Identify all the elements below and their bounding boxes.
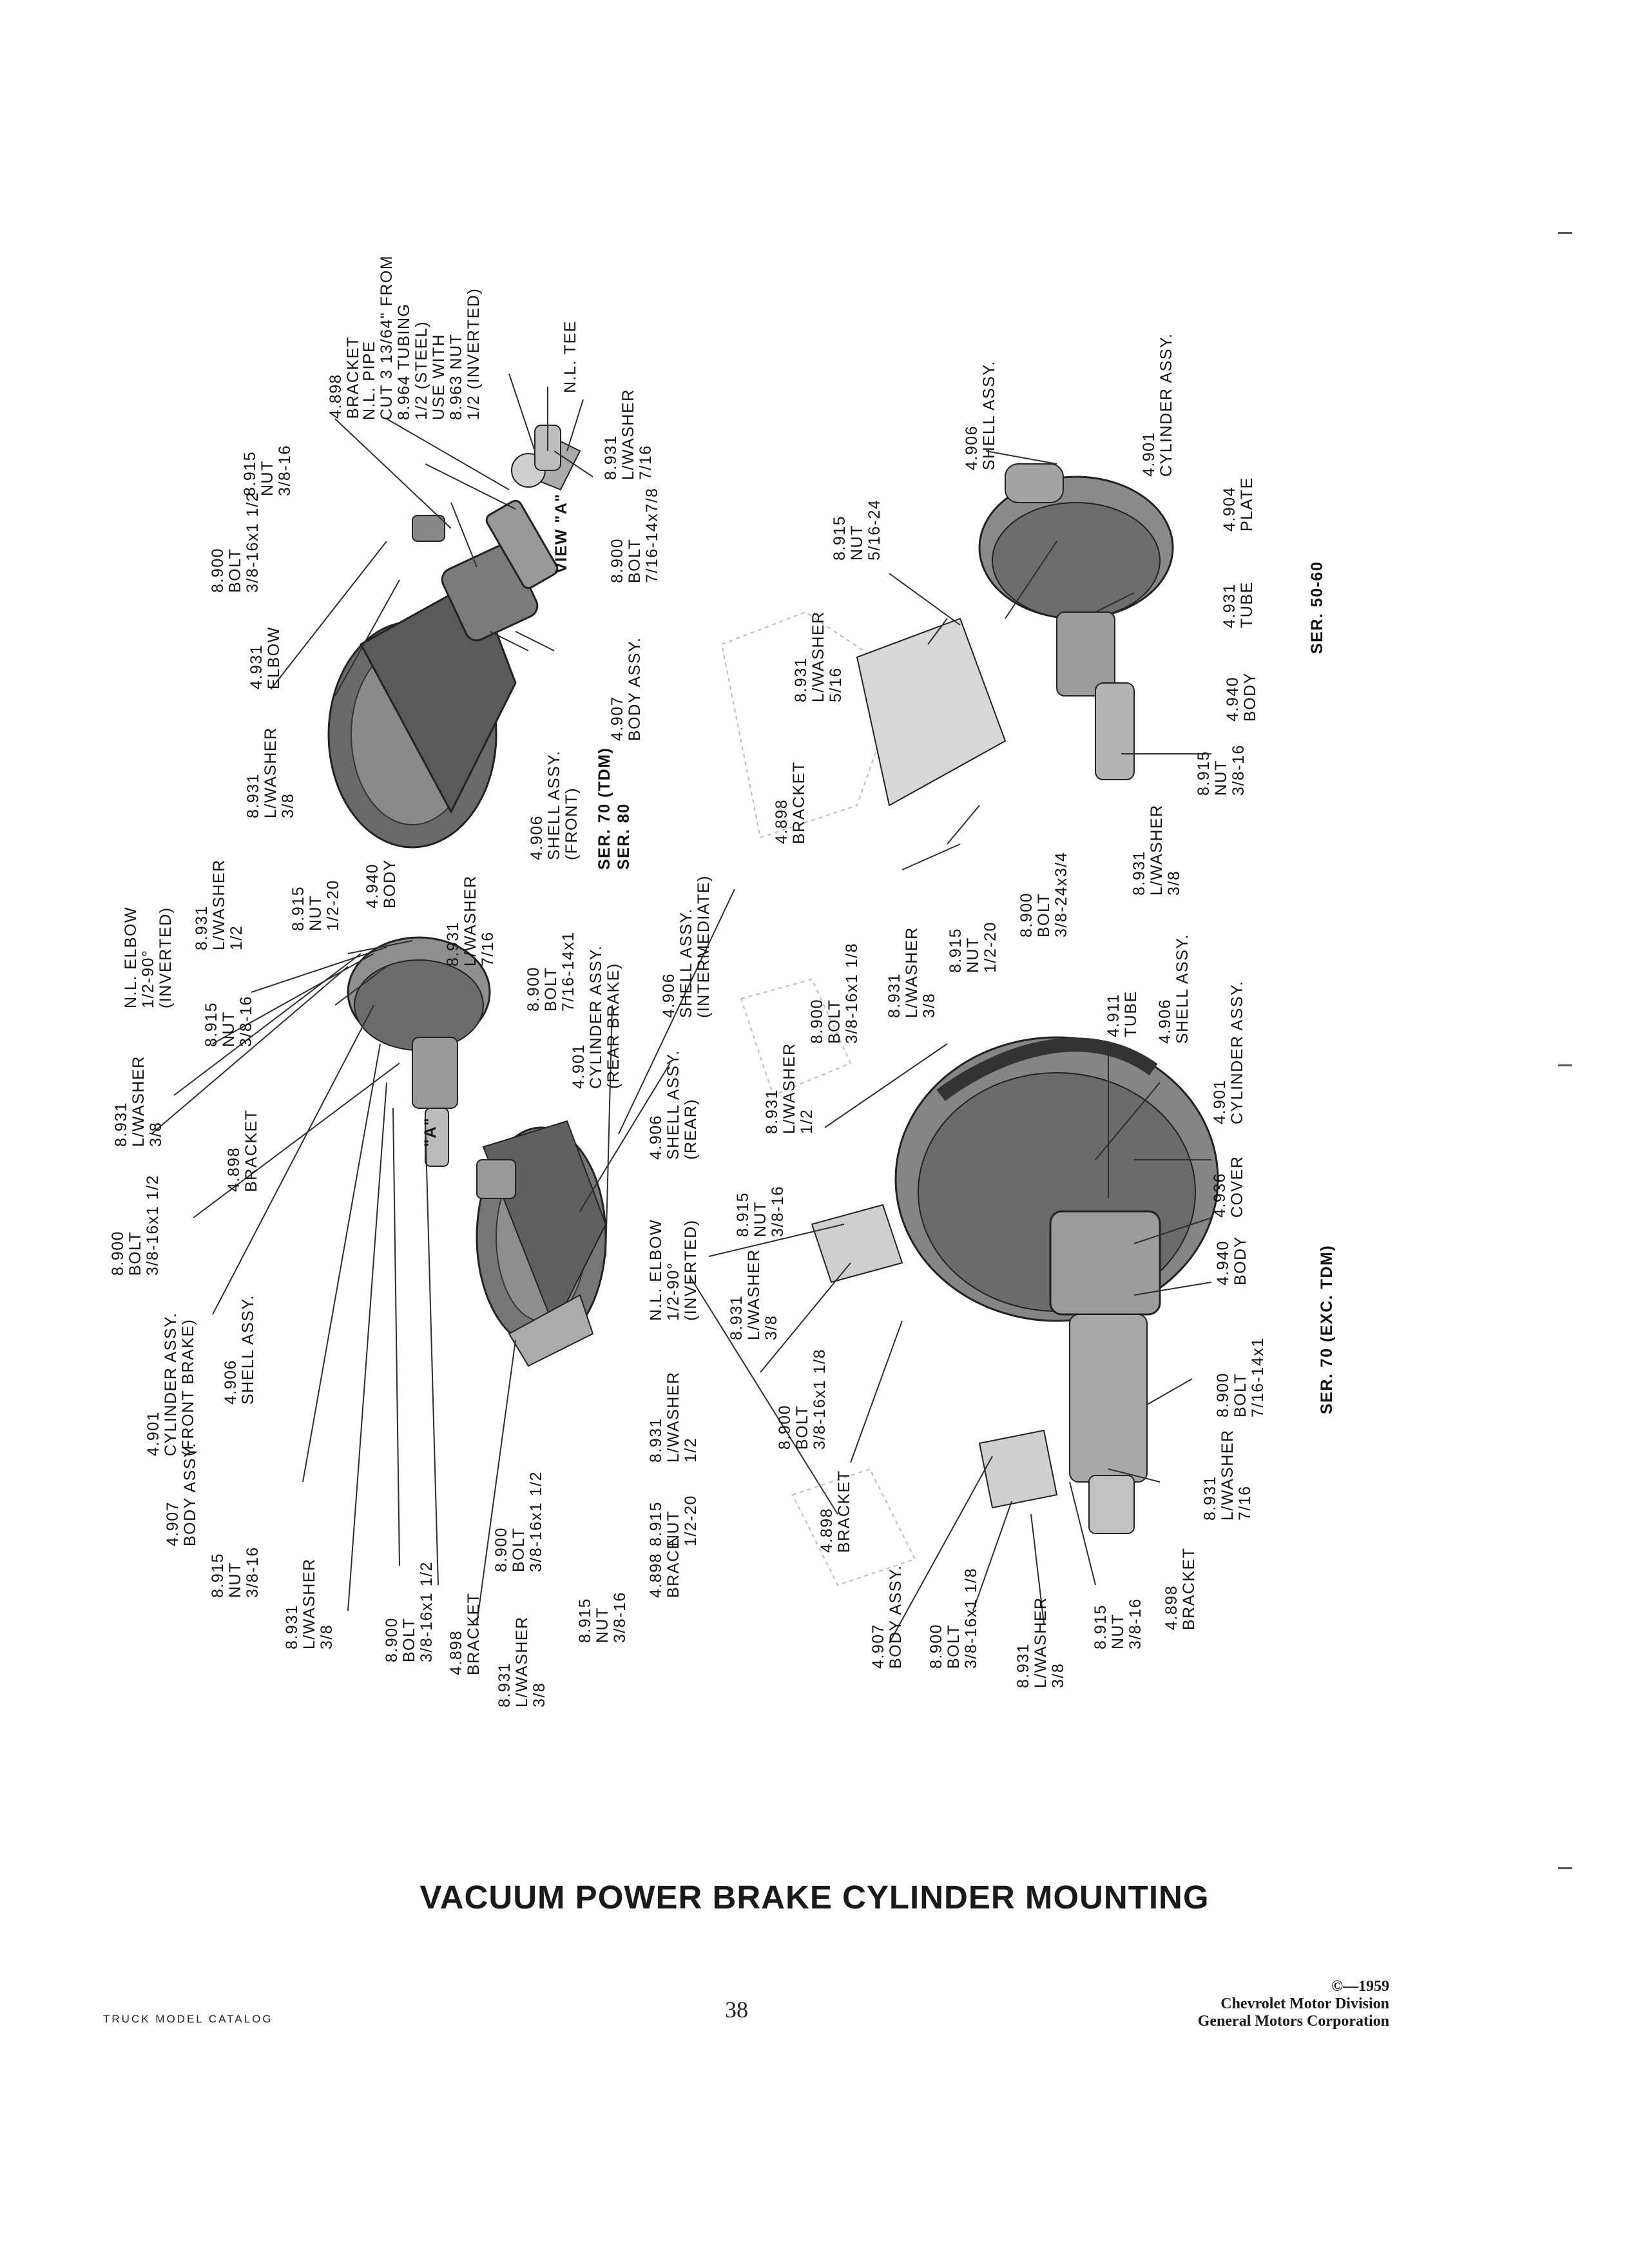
callout-line: 4.906 (647, 1114, 665, 1160)
callout-line: 1/2-90° (139, 949, 157, 1008)
callout-line: (REAR BRAKE) (604, 963, 622, 1089)
callout-line: 3/8-16 (1126, 1598, 1144, 1649)
callout-a2 (361, 255, 483, 420)
callout-line: 8.931 (647, 1417, 665, 1463)
callout-line: L/WASHER (300, 1558, 318, 1649)
callout-line: BRACKET (1180, 1547, 1198, 1630)
callout-line: ELBOW (265, 626, 283, 689)
callout-b22 (577, 1591, 629, 1643)
callout-line: 3/8 (920, 992, 938, 1018)
callout-d11 (928, 1568, 980, 1669)
callout-line: 1/2 (682, 1437, 700, 1463)
callout-d7 (1202, 1429, 1254, 1521)
callout-line: BRACE (664, 1537, 682, 1598)
callout-line: 5/16-24 (865, 499, 883, 561)
callout-line: BRACKET (790, 761, 808, 844)
callout-b9 (226, 1109, 260, 1192)
copyright-corporation: General Motors Corporation (1197, 2013, 1389, 2030)
callout-line: BOLT (510, 1527, 528, 1572)
callout-line: L/WASHER (262, 727, 280, 818)
callout-line: 1/2-20 (324, 879, 342, 931)
callout-line: 4.907 (869, 1623, 887, 1669)
callout-line: NUT (664, 1510, 682, 1546)
page-number: 38 (725, 1997, 748, 2023)
callout-d2 (1157, 934, 1191, 1044)
callout-line: 8.915 (1092, 1604, 1110, 1649)
callout-line: 3/8-16x1 1/2 (244, 492, 262, 593)
callout-line: BOLT (1035, 892, 1053, 937)
callout-line: 3/8-24x3/4 (1052, 851, 1070, 937)
callout-line: 3/8-16x1 1/2 (144, 1175, 162, 1276)
callout-line: L/WASHER (210, 859, 228, 950)
copyright-block (1198, 1978, 1389, 2030)
callout-line: 4.898 (647, 1552, 665, 1598)
callout-line: 8.931 (112, 1101, 130, 1147)
callout-line: N.L. ELBOW (647, 1218, 665, 1321)
callout-line: L/WASHER (745, 1249, 763, 1340)
callout-line: TUBE (1122, 990, 1140, 1037)
callout-line: (FRONT BRAKE) (179, 1318, 197, 1456)
callout-line: 3/8 (1049, 1662, 1067, 1688)
callout-c8 (1224, 672, 1259, 722)
callout-b4 (364, 859, 399, 908)
callout-b5 (445, 875, 497, 966)
callout-line: NUT (593, 1607, 612, 1643)
series-label-text: SER. 50-60 (1308, 561, 1326, 654)
callout-b3 (290, 879, 342, 931)
callout-line: L/WASHER (903, 927, 921, 1018)
callout-line: BOLT (542, 966, 560, 1012)
callout-line: 4.901 (1211, 1079, 1229, 1124)
callout-line: 4.936 (1211, 1172, 1229, 1218)
callout-line: 1/2 (227, 925, 246, 950)
cylinder-drawing-rear-brake (477, 1121, 606, 1366)
callout-d13 (818, 1470, 853, 1553)
callout-line: 7/16-14x1 (1249, 1337, 1267, 1418)
callout-line: CYLINDER ASSY. (1157, 332, 1175, 477)
callout-a5 (248, 626, 283, 689)
callout-d12 (870, 1565, 905, 1669)
page-title-text: VACUUM POWER BRAKE CYLINDER MOUNTING (419, 1879, 1210, 1916)
callout-d6 (1215, 1337, 1267, 1418)
callout-a6 (245, 727, 297, 818)
callout-b12 (222, 1294, 257, 1405)
callout-line: SHELL ASSY. (664, 1050, 682, 1160)
callout-b15 (648, 1050, 700, 1160)
callout-line: 1/2-90° (664, 1262, 682, 1321)
callout-line: 3/8-16x1 1/2 (418, 1561, 436, 1662)
callout-line: NUT (848, 524, 866, 561)
callout-line: 4.906 (528, 814, 546, 860)
callout-b6 (525, 931, 577, 1012)
callout-line: 8.963 NUT (447, 333, 465, 420)
callout-line: NUT (1109, 1613, 1127, 1649)
callout-line: 4.906 (660, 972, 678, 1018)
callout-line: BODY (381, 859, 399, 908)
callout-line: 8.915 (576, 1597, 594, 1643)
callout-line: 8.931 (763, 1088, 781, 1134)
callout-line: 8.900 (1214, 1372, 1232, 1418)
callout-line: 8.915 (1195, 750, 1213, 796)
callout-b28 (164, 1443, 199, 1546)
callout-b1 (122, 907, 175, 1008)
callout-a7 (562, 320, 579, 393)
callout-line: 8.931 (496, 1662, 514, 1707)
callout-b24 (448, 1592, 483, 1675)
margin-tick (1558, 1064, 1572, 1066)
callout-line: SHELL ASSY. (677, 908, 695, 1018)
callout-line: 3/8-16x1 1/8 (962, 1568, 980, 1669)
callout-line: 8.915 (647, 1501, 665, 1546)
cylinder-drawing-ser70-exc (812, 1037, 1218, 1533)
callout-line: 8.900 (1017, 892, 1036, 937)
callout-a4 (209, 492, 262, 593)
callout-line: NUT (751, 1201, 769, 1237)
callout-line: 3/8-16 (611, 1591, 629, 1643)
callout-d3 (1211, 981, 1246, 1124)
callout-line: 8.931 (244, 773, 262, 818)
callout-line: 8.931 (283, 1604, 301, 1649)
callout-line: 3/8-16x1 1/2 (527, 1471, 545, 1572)
callout-line: 4.940 (1224, 676, 1242, 722)
callout-a11 (609, 637, 644, 741)
callout-b23 (496, 1616, 548, 1707)
callout-line: 8.931 (602, 434, 620, 480)
callout-line: 8.964 TUBING (395, 303, 413, 420)
callout-b18 (648, 1371, 700, 1463)
callout-line: 4.901 (144, 1410, 162, 1456)
callout-line: 1/2 (INVERTED) (465, 287, 483, 420)
callout-d8 (1163, 1547, 1198, 1630)
series-label-ser70-exc-tdm (1318, 1245, 1336, 1414)
callout-line: NUT (1212, 760, 1230, 796)
callout-line: 4.898 (818, 1507, 836, 1553)
copyright-year: ©—1959 (1331, 1978, 1389, 1995)
callout-line: N.L. TEE (561, 320, 579, 393)
callout-line: 4.898 (773, 798, 791, 844)
callout-line: BOLT (1231, 1372, 1249, 1418)
callout-line: 7/16-14x1 (559, 931, 577, 1012)
callout-line: BOLT (226, 548, 244, 593)
callout-line: NUT (307, 895, 325, 931)
callout-line: (FRONT) (563, 787, 581, 860)
callout-line: 4.907 (608, 695, 626, 741)
callout-line: 8.931 (728, 1294, 746, 1340)
callout-line: 8.900 (383, 1617, 401, 1662)
callout-b26 (284, 1558, 336, 1649)
callout-line: NUT (258, 460, 276, 496)
callout-b13 (422, 1117, 439, 1147)
callout-line: 4.901 (1140, 431, 1158, 477)
callout-line: 8.931 (792, 657, 810, 702)
callout-line: 1/2-20 (682, 1495, 700, 1546)
callout-line: BOLT (793, 1405, 811, 1450)
callout-line: 8.915 (241, 450, 259, 496)
callout-c1 (831, 499, 883, 561)
callout-line: 3/8-16 (244, 1546, 262, 1598)
callout-c13 (809, 943, 861, 1044)
callout-line: 8.931 (193, 905, 211, 950)
callout-line: 8.915 (209, 1552, 227, 1598)
callout-line: 4.940 (1214, 1240, 1232, 1285)
callout-line: (REAR) (682, 1098, 700, 1160)
callout-line: 8.915 (202, 1001, 220, 1047)
callout-line: 8.931 (1130, 850, 1148, 896)
callout-c5 (1141, 333, 1175, 477)
callout-line: BRACKET (344, 336, 362, 419)
callout-a9 (602, 389, 655, 480)
series-label-ser80 (615, 803, 633, 870)
callout-line: 8.931 (444, 921, 462, 966)
callout-line: N.L. ELBOW (122, 906, 140, 1008)
callout-line: SHELL ASSY. (980, 360, 998, 470)
callout-line: SHELL ASSY. (1173, 934, 1191, 1044)
callout-d4 (1211, 1156, 1246, 1218)
callout-line: BOLT (126, 1231, 144, 1276)
callout-d5 (1215, 1236, 1249, 1285)
callout-line: 4.898 (447, 1629, 465, 1675)
callout-line: 8.900 (109, 1230, 127, 1276)
callout-line: 7/16-14x7/8 (643, 487, 661, 583)
margin-tick (1558, 1867, 1572, 1869)
callout-line: SHELL ASSY. (545, 750, 563, 860)
callout-a10 (609, 487, 661, 583)
callout-line: 8.915 (947, 927, 965, 973)
callout-c2 (793, 611, 845, 702)
callout-line: CYLINDER ASSY. (1228, 980, 1246, 1124)
callout-line: 8.931 (885, 972, 903, 1018)
callout-line: BODY (1231, 1236, 1249, 1285)
callout-line: 3/8-16 (276, 445, 294, 496)
callout-line: BODY ASSY. (887, 1564, 905, 1669)
callout-line: 3/8-16 (1229, 744, 1248, 796)
callout-line: COVER (1228, 1155, 1246, 1218)
callout-line: L/WASHER (1032, 1597, 1050, 1688)
callout-line: 3/8 (530, 1682, 548, 1707)
callout-line: L/WASHER (1148, 804, 1166, 896)
callout-line: L/WASHER (130, 1055, 148, 1147)
callout-line: L/WASHER (619, 389, 637, 480)
callout-line: 3/8-16 (769, 1186, 787, 1237)
callout-line: 4.907 (164, 1501, 182, 1546)
callout-d9 (1092, 1598, 1144, 1649)
callout-line: (INVERTED) (157, 907, 175, 1008)
callout-line: BOLT (945, 1624, 963, 1669)
callout-line: 4.931 (247, 644, 265, 689)
callout-d14 (776, 1349, 829, 1450)
page-title (0, 1878, 1629, 1916)
callout-line: VIEW "A" (552, 493, 570, 573)
callout-line: BOLT (825, 999, 843, 1044)
callout-line: 8.900 (492, 1526, 510, 1572)
callout-d1 (1105, 990, 1140, 1037)
callout-line: L/WASHER (513, 1616, 531, 1707)
callout-line: BOLT (626, 538, 644, 583)
callout-d15 (728, 1249, 780, 1340)
callout-line: NUT (220, 1011, 238, 1047)
callout-c14 (886, 927, 938, 1018)
callout-line: "A" (421, 1117, 439, 1147)
callout-a1 (327, 336, 362, 419)
callout-line: 4.940 (363, 863, 381, 908)
callout-line: (INVERTED) (682, 1219, 700, 1321)
callout-b7 (113, 1055, 165, 1147)
callout-line: 5/16 (827, 667, 845, 702)
callout-line: CYLINDER ASSY. (587, 945, 605, 1089)
catalog-name: TRUCK MODEL CATALOG (103, 2013, 273, 2025)
callout-line: 4.898 (327, 373, 345, 419)
callout-b16 (660, 875, 713, 1018)
callout-line: BRACKET (835, 1470, 853, 1553)
callout-line: 3/8 (1165, 870, 1183, 896)
callout-line: BRACKET (242, 1109, 260, 1192)
callout-line: N.L. PIPE (360, 340, 378, 420)
callout-c6 (1221, 477, 1256, 532)
callout-d10 (1015, 1597, 1067, 1688)
callout-line: 1/2 (STEEL) (412, 320, 430, 420)
callout-a12 (528, 750, 581, 860)
view-a-label (553, 493, 570, 573)
callout-line: PLATE (1238, 477, 1256, 532)
callout-line: 3/8 (318, 1624, 336, 1649)
margin-tick (1558, 232, 1572, 234)
callout-line: 8.900 (608, 537, 626, 583)
callout-line: 7/16 (637, 445, 655, 480)
callout-line: BOLT (400, 1617, 418, 1662)
cylinder-drawing-front-brake (348, 937, 490, 1166)
callout-line: 8.915 (831, 515, 849, 561)
callout-c11 (1018, 852, 1070, 937)
copyright-division: Chevrolet Motor Division (1220, 1995, 1389, 2012)
callout-line: (INTERMEDIATE) (695, 875, 713, 1018)
callout-line: 8.900 (209, 547, 227, 593)
series-label-text: SER. 70 (TDM) (595, 747, 613, 870)
callout-line: L/WASHER (780, 1043, 798, 1134)
callout-b27 (209, 1546, 262, 1598)
callout-b11 (145, 1312, 197, 1456)
callout-c12 (947, 921, 999, 973)
callout-line: 8.900 (776, 1404, 794, 1450)
callout-line: 7/16 (1236, 1485, 1254, 1521)
callout-line: 3/8 (762, 1314, 780, 1340)
callout-line: 1/2-20 (981, 921, 999, 973)
callout-line: TUBE (1238, 581, 1256, 628)
callout-line: 4.898 (1162, 1584, 1181, 1630)
callout-line: 8.915 (734, 1191, 752, 1237)
callout-line: 4.931 (1220, 582, 1239, 628)
callout-line: 8.915 (289, 885, 307, 931)
callout-line: L/WASHER (1219, 1429, 1237, 1521)
callout-line: 4.901 (570, 1043, 588, 1089)
callout-line: 1/2 (798, 1108, 816, 1134)
callout-line: CUT 3 13/64" FROM (378, 255, 396, 420)
callout-d16 (735, 1186, 787, 1237)
callout-line: 4.898 (225, 1146, 243, 1192)
callout-line: NUT (964, 937, 982, 973)
callout-d17 (764, 1043, 816, 1134)
callout-b25 (383, 1561, 436, 1662)
callout-line: 8.900 (525, 966, 543, 1012)
callout-b20 (648, 1537, 682, 1598)
callout-line: 4.904 (1220, 486, 1239, 532)
callout-line: 3/8-16x1 1/8 (843, 943, 861, 1044)
callout-line: 8.931 (1201, 1475, 1219, 1521)
callout-line: SHELL ASSY. (239, 1294, 257, 1405)
callout-line: 3/8-16x1 1/8 (811, 1349, 829, 1450)
callout-b2 (193, 859, 246, 950)
series-label-text: SER. 80 (615, 803, 633, 870)
callout-line: 8.900 (927, 1623, 945, 1669)
callout-line: 7/16 (479, 931, 497, 966)
callout-b8 (203, 995, 255, 1047)
series-label-ser70-tdm (595, 747, 614, 870)
callout-b17 (648, 1219, 700, 1321)
callout-line: BODY ASSY. (181, 1442, 199, 1546)
callout-b21 (493, 1471, 545, 1572)
callout-a3 (242, 445, 294, 496)
callout-line: L/WASHER (664, 1371, 682, 1463)
callout-line: BODY (1241, 672, 1259, 722)
callout-line: 3/8 (147, 1121, 165, 1147)
callout-c3 (773, 761, 808, 844)
callout-line: 3/8 (279, 793, 297, 818)
callout-line: 4.906 (963, 425, 981, 470)
callout-line: BODY ASSY. (626, 637, 644, 741)
callout-line: L/WASHER (809, 611, 827, 702)
callout-c4 (963, 360, 998, 470)
callout-line: 3/8-16 (237, 995, 255, 1047)
callout-line: BRACKET (465, 1592, 483, 1675)
callout-c7 (1221, 581, 1256, 628)
series-label-ser50-60 (1308, 561, 1327, 654)
callout-line: 4.911 (1104, 993, 1123, 1037)
callout-b10 (110, 1175, 162, 1276)
callout-line: 8.931 (1014, 1642, 1032, 1688)
callout-c9 (1195, 744, 1248, 796)
callout-line: 8.900 (808, 998, 826, 1044)
callout-line: 4.906 (222, 1359, 240, 1405)
callout-c10 (1131, 804, 1183, 896)
callout-line: NUT (226, 1562, 244, 1598)
callout-line: L/WASHER (461, 875, 479, 966)
callout-b14 (570, 945, 622, 1089)
callout-line: CYLINDER ASSY. (162, 1312, 180, 1456)
callout-line: USE WITH (430, 333, 448, 420)
callout-line: 4.906 (1156, 998, 1174, 1044)
series-label-text: SER. 70 (EXC. TDM) (1318, 1244, 1336, 1414)
